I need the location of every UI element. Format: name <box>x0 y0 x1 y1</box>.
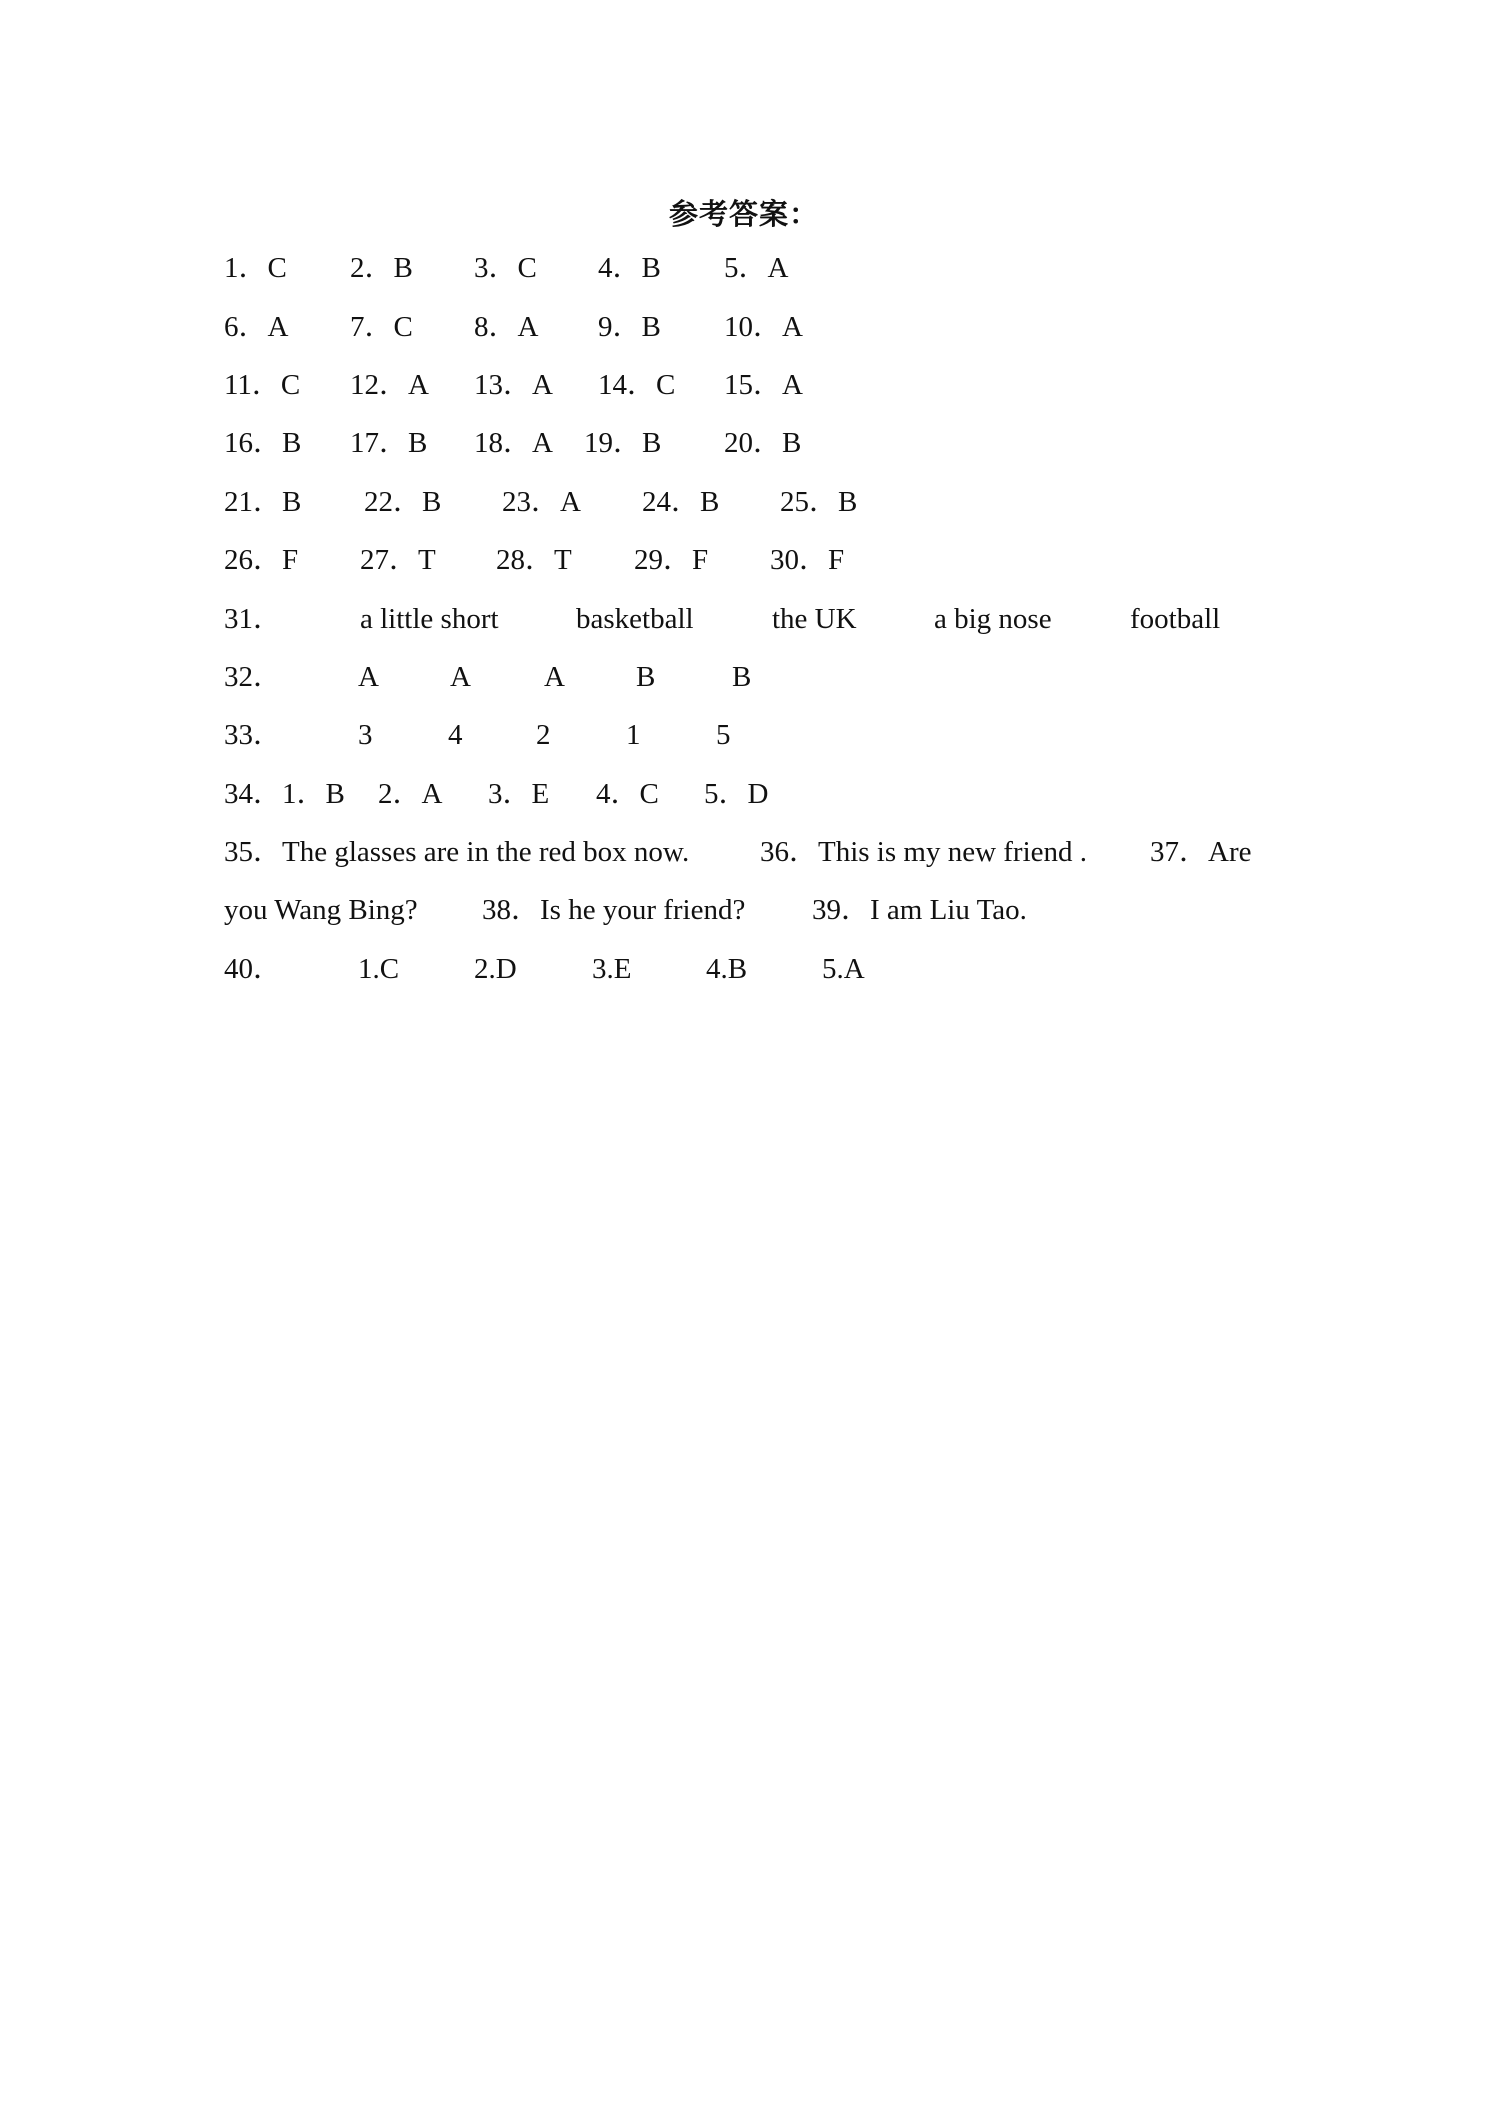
answer-item: 18．A <box>474 427 553 459</box>
answer-item: you Wang Bing? <box>224 894 418 926</box>
answer-item: the UK <box>772 603 857 635</box>
answer-item: 1 <box>626 719 641 751</box>
answer-item: 12．A <box>350 369 429 401</box>
answer-item: 4 <box>448 719 463 751</box>
answer-item: 8．A <box>474 311 539 343</box>
answer-item: 32． <box>224 661 283 693</box>
answer-item: 15．A <box>724 369 803 401</box>
answer-item: 4．C <box>596 778 659 810</box>
answer-item: 1．C <box>224 252 287 284</box>
answer-item: 4．B <box>598 252 661 284</box>
answer-item: 3．C <box>474 252 537 284</box>
answer-item: 36．This is my new friend . <box>760 836 1088 868</box>
answer-item: 28．T <box>496 544 572 576</box>
answer-item: 10．A <box>724 311 803 343</box>
answer-item: 3.E <box>592 953 632 985</box>
answer-item: 25．B <box>780 486 858 518</box>
answer-item: 2．B <box>350 252 413 284</box>
answer-item: 3．E <box>488 778 550 810</box>
answer-item: 5．D <box>704 778 769 810</box>
answer-item: 38．Is he your friend? <box>482 894 746 926</box>
answer-item: a big nose <box>934 603 1052 635</box>
answer-item: 5．A <box>724 252 789 284</box>
answer-item: 23．A <box>502 486 581 518</box>
answer-item: a little short <box>360 603 499 635</box>
answer-item: 6．A <box>224 311 289 343</box>
answer-item: 2.D <box>474 953 517 985</box>
answer-item: 20．B <box>724 427 802 459</box>
answer-item: A <box>358 661 379 693</box>
answer-item: 27．T <box>360 544 436 576</box>
answer-item: 19．B <box>584 427 662 459</box>
answer-item: A <box>450 661 471 693</box>
answer-item: 14．C <box>598 369 676 401</box>
answer-item: B <box>732 661 752 693</box>
answer-item: 31． <box>224 603 283 635</box>
answer-item: 26．F <box>224 544 299 576</box>
answer-item: 40． <box>224 953 283 985</box>
answer-item: 4.B <box>706 953 748 985</box>
answer-item: football <box>1130 603 1221 635</box>
page-title: 参考答案： <box>668 197 819 231</box>
answer-item: 11．C <box>224 369 301 401</box>
answer-item: 21．B <box>224 486 302 518</box>
answer-item: 2．A <box>378 778 443 810</box>
answer-item: 34．1．B <box>224 778 345 810</box>
answer-item: 16．B <box>224 427 302 459</box>
answer-item: 5.A <box>822 953 865 985</box>
answer-item: B <box>636 661 656 693</box>
answer-item: 1.C <box>358 953 400 985</box>
answer-item: 29．F <box>634 544 709 576</box>
answer-item: 17．B <box>350 427 428 459</box>
answer-item: 5 <box>716 719 731 751</box>
answer-item: 35．The glasses are in the red box now. <box>224 836 690 868</box>
answer-item: 7．C <box>350 311 413 343</box>
answer-item: 2 <box>536 719 551 751</box>
answer-item: 22．B <box>364 486 442 518</box>
answer-item: 9．B <box>598 311 661 343</box>
answer-item: 37．Are <box>1150 836 1252 868</box>
answer-item: 39．I am Liu Tao. <box>812 894 1027 926</box>
answer-item: 33． <box>224 719 283 751</box>
answer-item: 13．A <box>474 369 553 401</box>
answer-item: 3 <box>358 719 373 751</box>
answer-item: basketball <box>576 603 694 635</box>
answer-item: 30．F <box>770 544 845 576</box>
answer-item: 24．B <box>642 486 720 518</box>
answer-item: A <box>544 661 565 693</box>
